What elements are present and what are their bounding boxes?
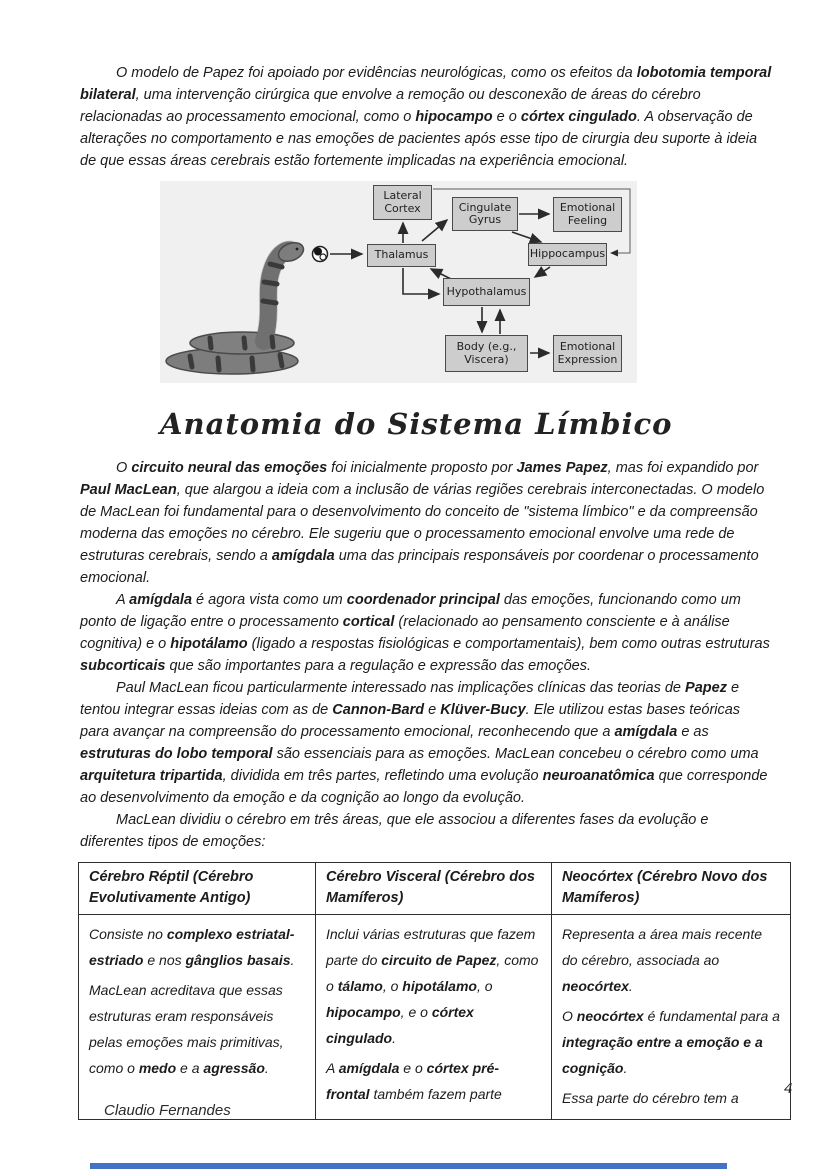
paragraph-amygdala: A amígdala é agora vista como um coordenador principal das emoções, funcionando como um ponto de ligação entre o processamento cortical (relacionado ao pensamento consciente e à análise cognitiva) e o hipotálamo (ligado a respostas fisiológicas e comportamentais), bem como outras estruturas subcorticais que são importantes para a regulação e expressão das emoções. xyxy=(80,592,770,674)
node-hypothalamus: Hypothalamus xyxy=(443,278,530,306)
page-number: 4 xyxy=(784,1080,793,1097)
table-body-row xyxy=(79,915,791,1120)
header-neocortex: Neocórtex (Cérebro Novo dos Mamíferos) xyxy=(552,863,791,915)
cell-paragraph: MacLean acreditava que essas estruturas eram responsáveis pelas emoções mais primitivas, como o medo e a agressão. xyxy=(89,982,284,1076)
page-content xyxy=(80,62,780,1120)
node-hippocampus: Hippocampus xyxy=(528,243,607,266)
node-thalamus: Thalamus xyxy=(367,244,436,267)
header-visceral-brain: Cérebro Visceral (Cérebro dos Mamíferos) xyxy=(316,863,552,915)
cell-paragraph: Representa a área mais recente do cérebro, associada ao neocórtex. xyxy=(562,926,762,994)
cell-neocortex xyxy=(552,915,791,1120)
cell-paragraph: Essa parte do cérebro tem a xyxy=(562,1090,739,1106)
node-lateral-cortex: Lateral Cortex xyxy=(373,185,432,220)
cell-visceral-brain xyxy=(316,915,552,1120)
cobra-illustration xyxy=(166,239,306,374)
node-cingulate-gyrus: Cingulate Gyrus xyxy=(452,197,518,231)
header-reptilian-brain: Cérebro Réptil (Cérebro Evolutivamente Antigo) xyxy=(79,863,316,915)
bottom-accent-bar xyxy=(90,1163,727,1169)
cell-paragraph: Inclui várias estruturas que fazem parte do circuito de Papez, como o tálamo, o hipotálamo, o hipocampo, e o córtex cingulado. xyxy=(326,926,539,1046)
section-heading: Anatomia do Sistema Límbico xyxy=(160,407,673,441)
papez-circuit-figure xyxy=(160,181,637,383)
footer-author: Claudio Fernandes xyxy=(104,1102,231,1119)
cell-paragraph: O neocórtex é fundamental para a integração entre a emoção e a cognição. xyxy=(562,1008,780,1076)
cell-paragraph: A amígdala e o córtex pré-frontal também fazem parte xyxy=(326,1060,502,1102)
cell-paragraph: Consiste no complexo estriatal-estriado e nos gânglios basais. xyxy=(89,926,295,968)
table-header-row xyxy=(79,863,791,915)
node-body-viscera: Body (e.g., Viscera) xyxy=(445,335,528,372)
node-emotional-expression: Emotional Expression xyxy=(553,335,622,372)
paragraph-papez-model: O modelo de Papez foi apoiado por evidências neurológicas, como os efeitos da lobotomia temporal bilateral, uma intervenção cirúrgica que envolve a remoção ou desconexão de áreas do cérebro relacionadas ao processamento emocional, como o hipocampo e o córtex cingulado. A observação de alterações no comportamento e nas emoções de pacientes após esse tipo de cirurgia deu suporte à ideia de que essas áreas cerebrais estão fortemente implicadas na experiência emocional. xyxy=(80,65,772,169)
eye-icon xyxy=(313,247,328,262)
cell-reptilian-brain xyxy=(79,915,316,1120)
node-emotional-feeling: Emotional Feeling xyxy=(553,197,622,232)
paragraph-neural-circuit: O circuito neural das emoções foi inicialmente proposto por James Papez, mas foi expandido por Paul MacLean, que alargou a ideia com a inclusão de várias regiões cerebrais interconectadas. O modelo de MacLean foi fundamental para o desenvolvimento do conceito de "sistema límbico" e da compreensão moderna das emoções no cérebro. Ele sugeriu que o processamento emocional envolve uma rede de estruturas cerebrais, sendo a amígdala uma das principais responsáveis por coordenar o processamento emocional. xyxy=(80,460,765,586)
brain-areas-table xyxy=(78,862,791,1120)
paragraph-maclean: Paul MacLean ficou particularmente interessado nas implicações clínicas das teorias de Papez e tentou integrar essas ideias com as de Cannon-Bard e Klüver-Bucy. Ele utilizou estas bases teóricas para avançar na compreensão do processamento emocional, reconhecendo que a amígdala e as estruturas do lobo temporal são essenciais para as emoções. MacLean concebeu o cérebro como uma arquitetura tripartida, dividida em três partes, refletindo uma evolução neuroanatômica que corresponde ao desenvolvimento da emoção e da cognição ao longo da evolução. xyxy=(80,680,768,806)
paragraph-three-areas: MacLean dividiu o cérebro em três áreas, que ele associou a diferentes fases da evolução e diferentes tipos de emoções: xyxy=(80,812,709,850)
